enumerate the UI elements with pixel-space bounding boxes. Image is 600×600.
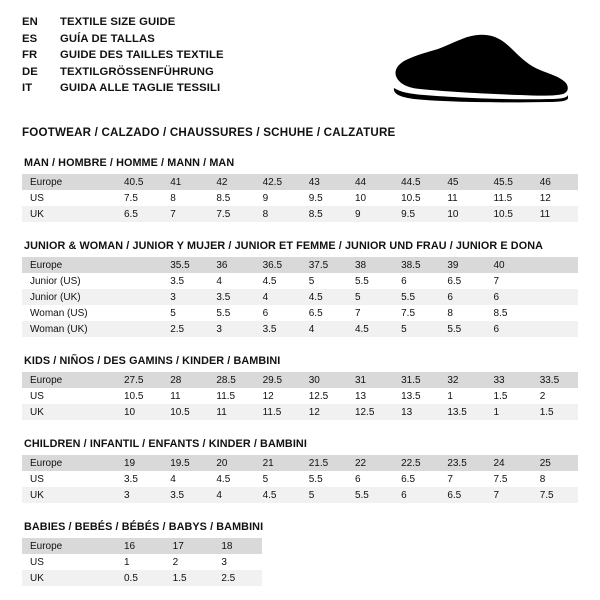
language-title-list <box>22 16 352 99</box>
table-row <box>22 455 578 471</box>
row-label: US <box>22 471 116 487</box>
cell: 2.5 <box>213 570 262 586</box>
cell: 5.5 <box>439 321 485 337</box>
language-row <box>22 49 352 66</box>
cell: 1.5 <box>165 570 214 586</box>
table-row <box>22 388 578 404</box>
table-row <box>22 554 262 570</box>
table-row <box>22 570 262 586</box>
size-table <box>22 538 262 586</box>
cell: 8.5 <box>208 190 254 206</box>
row-label: UK <box>22 206 116 222</box>
language-code: IT <box>22 82 33 95</box>
cell: 12.5 <box>301 388 347 404</box>
row-label: UK <box>22 404 116 420</box>
language-row <box>22 66 352 83</box>
cell: 6.5 <box>393 471 439 487</box>
cell: 5.5 <box>208 305 254 321</box>
row-label: Woman (US) <box>22 305 116 321</box>
cell: 11.5 <box>255 404 301 420</box>
table-row <box>22 174 578 190</box>
cell: 6.5 <box>439 487 485 503</box>
table-row <box>22 321 578 337</box>
cell: 7 <box>439 471 485 487</box>
cell <box>532 273 578 289</box>
table-row <box>22 538 262 554</box>
cell: 9 <box>255 190 301 206</box>
cell: 43 <box>301 174 347 190</box>
cell: 40.5 <box>116 174 162 190</box>
cell: 10.5 <box>393 190 439 206</box>
cell: 7.5 <box>116 190 162 206</box>
cell: 27.5 <box>116 372 162 388</box>
cell: 5 <box>301 273 347 289</box>
section-kids <box>22 355 578 420</box>
cell: 1 <box>486 404 532 420</box>
cell: 35.5 <box>162 257 208 273</box>
row-label: Europe <box>22 257 116 273</box>
cell: 12.5 <box>347 404 393 420</box>
row-label: Woman (UK) <box>22 321 116 337</box>
cell: 6 <box>347 471 393 487</box>
table-row <box>22 190 578 206</box>
language-code: DE <box>22 65 38 78</box>
cell: 4.5 <box>208 471 254 487</box>
row-label: Europe <box>22 538 116 554</box>
table-row <box>22 372 578 388</box>
row-label: UK <box>22 487 116 503</box>
cell: 4 <box>162 471 208 487</box>
cell: 3.5 <box>208 289 254 305</box>
cell: 32 <box>439 372 485 388</box>
cell: 39 <box>439 257 485 273</box>
cell: 41 <box>162 174 208 190</box>
dress-shoe-icon <box>380 32 570 104</box>
cell: 1 <box>116 554 165 570</box>
row-label: Junior (UK) <box>22 289 116 305</box>
size-table <box>22 257 578 337</box>
cell: 22.5 <box>393 455 439 471</box>
cell: 31.5 <box>393 372 439 388</box>
cell <box>116 321 162 337</box>
cell: 6.5 <box>301 305 347 321</box>
cell: 36 <box>208 257 254 273</box>
cell: 6 <box>393 487 439 503</box>
cell: 10.5 <box>116 388 162 404</box>
size-table <box>22 455 578 503</box>
cell: 12 <box>255 388 301 404</box>
cell: 4 <box>255 289 301 305</box>
cell: 1.5 <box>486 388 532 404</box>
cell <box>532 305 578 321</box>
cell: 10 <box>439 206 485 222</box>
cell: 22 <box>347 455 393 471</box>
cell: 5 <box>347 289 393 305</box>
cell: 45.5 <box>486 174 532 190</box>
cell: 7.5 <box>532 487 578 503</box>
language-row <box>22 16 352 33</box>
cell: 2 <box>165 554 214 570</box>
cell: 23.5 <box>439 455 485 471</box>
cell: 6 <box>439 289 485 305</box>
cell: 4.5 <box>347 321 393 337</box>
cell: 1.5 <box>532 404 578 420</box>
cell <box>532 257 578 273</box>
cell: 6 <box>255 305 301 321</box>
cell: 13 <box>347 388 393 404</box>
table-row <box>22 487 578 503</box>
cell: 33 <box>486 372 532 388</box>
cell: 3.5 <box>116 471 162 487</box>
cell: 4 <box>301 321 347 337</box>
cell: 0.5 <box>116 570 165 586</box>
cell: 6.5 <box>439 273 485 289</box>
cell: 42.5 <box>255 174 301 190</box>
cell: 4.5 <box>255 487 301 503</box>
cell: 3.5 <box>162 487 208 503</box>
section-title: KIDS / NIÑOS / DES GAMINS / KINDER / BAMBINI <box>24 355 281 367</box>
cell: 3.5 <box>255 321 301 337</box>
cell: 36.5 <box>255 257 301 273</box>
section-junior-woman <box>22 240 578 337</box>
cell: 11 <box>439 190 485 206</box>
row-label: Europe <box>22 372 116 388</box>
cell: 9.5 <box>393 206 439 222</box>
cell: 3 <box>162 289 208 305</box>
section-children <box>22 438 578 503</box>
table-row <box>22 404 578 420</box>
cell: 46 <box>532 174 578 190</box>
cell: 7.5 <box>486 471 532 487</box>
cell: 38 <box>347 257 393 273</box>
cell: 8 <box>532 471 578 487</box>
cell: 4 <box>208 487 254 503</box>
section-title: CHILDREN / INFANTIL / ENFANTS / KINDER / BAMBINI <box>24 438 307 450</box>
cell: 6 <box>393 273 439 289</box>
cell: 44 <box>347 174 393 190</box>
cell: 5.5 <box>393 289 439 305</box>
row-label: Junior (US) <box>22 273 116 289</box>
language-title: GUÍA DE TALLAS <box>60 32 155 45</box>
cell: 30 <box>301 372 347 388</box>
cell: 3.5 <box>162 273 208 289</box>
row-label: Europe <box>22 174 116 190</box>
cell: 40 <box>486 257 532 273</box>
cell: 19 <box>116 455 162 471</box>
cell: 10.5 <box>162 404 208 420</box>
cell: 5 <box>301 487 347 503</box>
cell: 11.5 <box>208 388 254 404</box>
language-code: EN <box>22 16 38 28</box>
language-code: ES <box>22 32 38 45</box>
cell: 28 <box>162 372 208 388</box>
cell: 16 <box>116 538 165 554</box>
footwear-heading: FOOTWEAR / CALZADO / CHAUSSURES / SCHUHE / CALZATURE <box>22 126 396 139</box>
cell: 7.5 <box>393 305 439 321</box>
cell: 3 <box>213 554 262 570</box>
cell: 2.5 <box>162 321 208 337</box>
cell: 1 <box>439 388 485 404</box>
cell: 45 <box>439 174 485 190</box>
cell: 9.5 <box>301 190 347 206</box>
cell: 13.5 <box>393 388 439 404</box>
cell: 5.5 <box>347 273 393 289</box>
cell: 5.5 <box>301 471 347 487</box>
cell: 4.5 <box>301 289 347 305</box>
table-row <box>22 471 578 487</box>
section-title: BABIES / BEBÉS / BÉBÉS / BABYS / BAMBINI <box>24 521 264 533</box>
cell: 7 <box>347 305 393 321</box>
cell: 20 <box>208 455 254 471</box>
cell: 37.5 <box>301 257 347 273</box>
section-man <box>22 157 578 222</box>
cell: 11 <box>162 388 208 404</box>
table-row <box>22 289 578 305</box>
cell: 3 <box>208 321 254 337</box>
cell: 31 <box>347 372 393 388</box>
cell: 12 <box>532 190 578 206</box>
cell: 8.5 <box>301 206 347 222</box>
cell <box>532 289 578 305</box>
cell: 13 <box>393 404 439 420</box>
section-title: JUNIOR & WOMAN / JUNIOR Y MUJER / JUNIOR ET FEMME / JUNIOR UND FRAU / JUNIOR E DONA <box>24 240 543 252</box>
language-code: FR <box>22 49 38 62</box>
cell: 10 <box>347 190 393 206</box>
cell: 7 <box>486 273 532 289</box>
language-row <box>22 82 352 99</box>
cell <box>116 305 162 321</box>
cell: 6.5 <box>116 206 162 222</box>
cell: 8 <box>255 206 301 222</box>
cell <box>116 273 162 289</box>
cell: 19.5 <box>162 455 208 471</box>
cell: 8 <box>162 190 208 206</box>
row-label: US <box>22 554 116 570</box>
row-label: UK <box>22 570 116 586</box>
cell <box>532 321 578 337</box>
cell: 7 <box>162 206 208 222</box>
cell: 10.5 <box>486 206 532 222</box>
cell: 21 <box>255 455 301 471</box>
cell: 9 <box>347 206 393 222</box>
size-table <box>22 174 578 222</box>
row-label: US <box>22 388 116 404</box>
cell <box>116 289 162 305</box>
language-title: TEXTILE SIZE GUIDE <box>60 16 176 28</box>
cell: 13.5 <box>439 404 485 420</box>
cell: 42 <box>208 174 254 190</box>
cell: 17 <box>165 538 214 554</box>
cell: 6 <box>486 289 532 305</box>
language-row <box>22 33 352 50</box>
cell: 7.5 <box>208 206 254 222</box>
cell: 5 <box>393 321 439 337</box>
table-row <box>22 257 578 273</box>
row-label: US <box>22 190 116 206</box>
cell: 25 <box>532 455 578 471</box>
cell: 8.5 <box>486 305 532 321</box>
cell: 28.5 <box>208 372 254 388</box>
language-title: GUIDE DES TAILLES TEXTILE <box>60 49 224 62</box>
cell: 29.5 <box>255 372 301 388</box>
cell: 2 <box>532 388 578 404</box>
table-row <box>22 273 578 289</box>
row-label: Europe <box>22 455 116 471</box>
cell: 5.5 <box>347 487 393 503</box>
cell: 12 <box>301 404 347 420</box>
section-title: MAN / HOMBRE / HOMME / MANN / MAN <box>24 157 235 169</box>
cell: 7 <box>486 487 532 503</box>
cell <box>116 257 162 273</box>
cell: 11.5 <box>486 190 532 206</box>
section-babies <box>22 521 578 586</box>
cell: 10 <box>116 404 162 420</box>
cell: 5 <box>162 305 208 321</box>
language-title: TEXTILGRÖSSENFÜHRUNG <box>60 65 214 78</box>
cell: 4 <box>208 273 254 289</box>
cell: 11 <box>208 404 254 420</box>
cell: 33.5 <box>532 372 578 388</box>
cell: 5 <box>255 471 301 487</box>
cell: 8 <box>439 305 485 321</box>
cell: 38.5 <box>393 257 439 273</box>
language-title: GUIDA ALLE TAGLIE TESSILI <box>60 82 221 95</box>
cell: 11 <box>532 206 578 222</box>
cell: 21.5 <box>301 455 347 471</box>
cell: 44.5 <box>393 174 439 190</box>
size-table <box>22 372 578 420</box>
cell: 6 <box>486 321 532 337</box>
cell: 3 <box>116 487 162 503</box>
cell: 24 <box>486 455 532 471</box>
table-row <box>22 206 578 222</box>
page-header <box>22 16 578 112</box>
cell: 4.5 <box>255 273 301 289</box>
table-row <box>22 305 578 321</box>
cell: 18 <box>213 538 262 554</box>
